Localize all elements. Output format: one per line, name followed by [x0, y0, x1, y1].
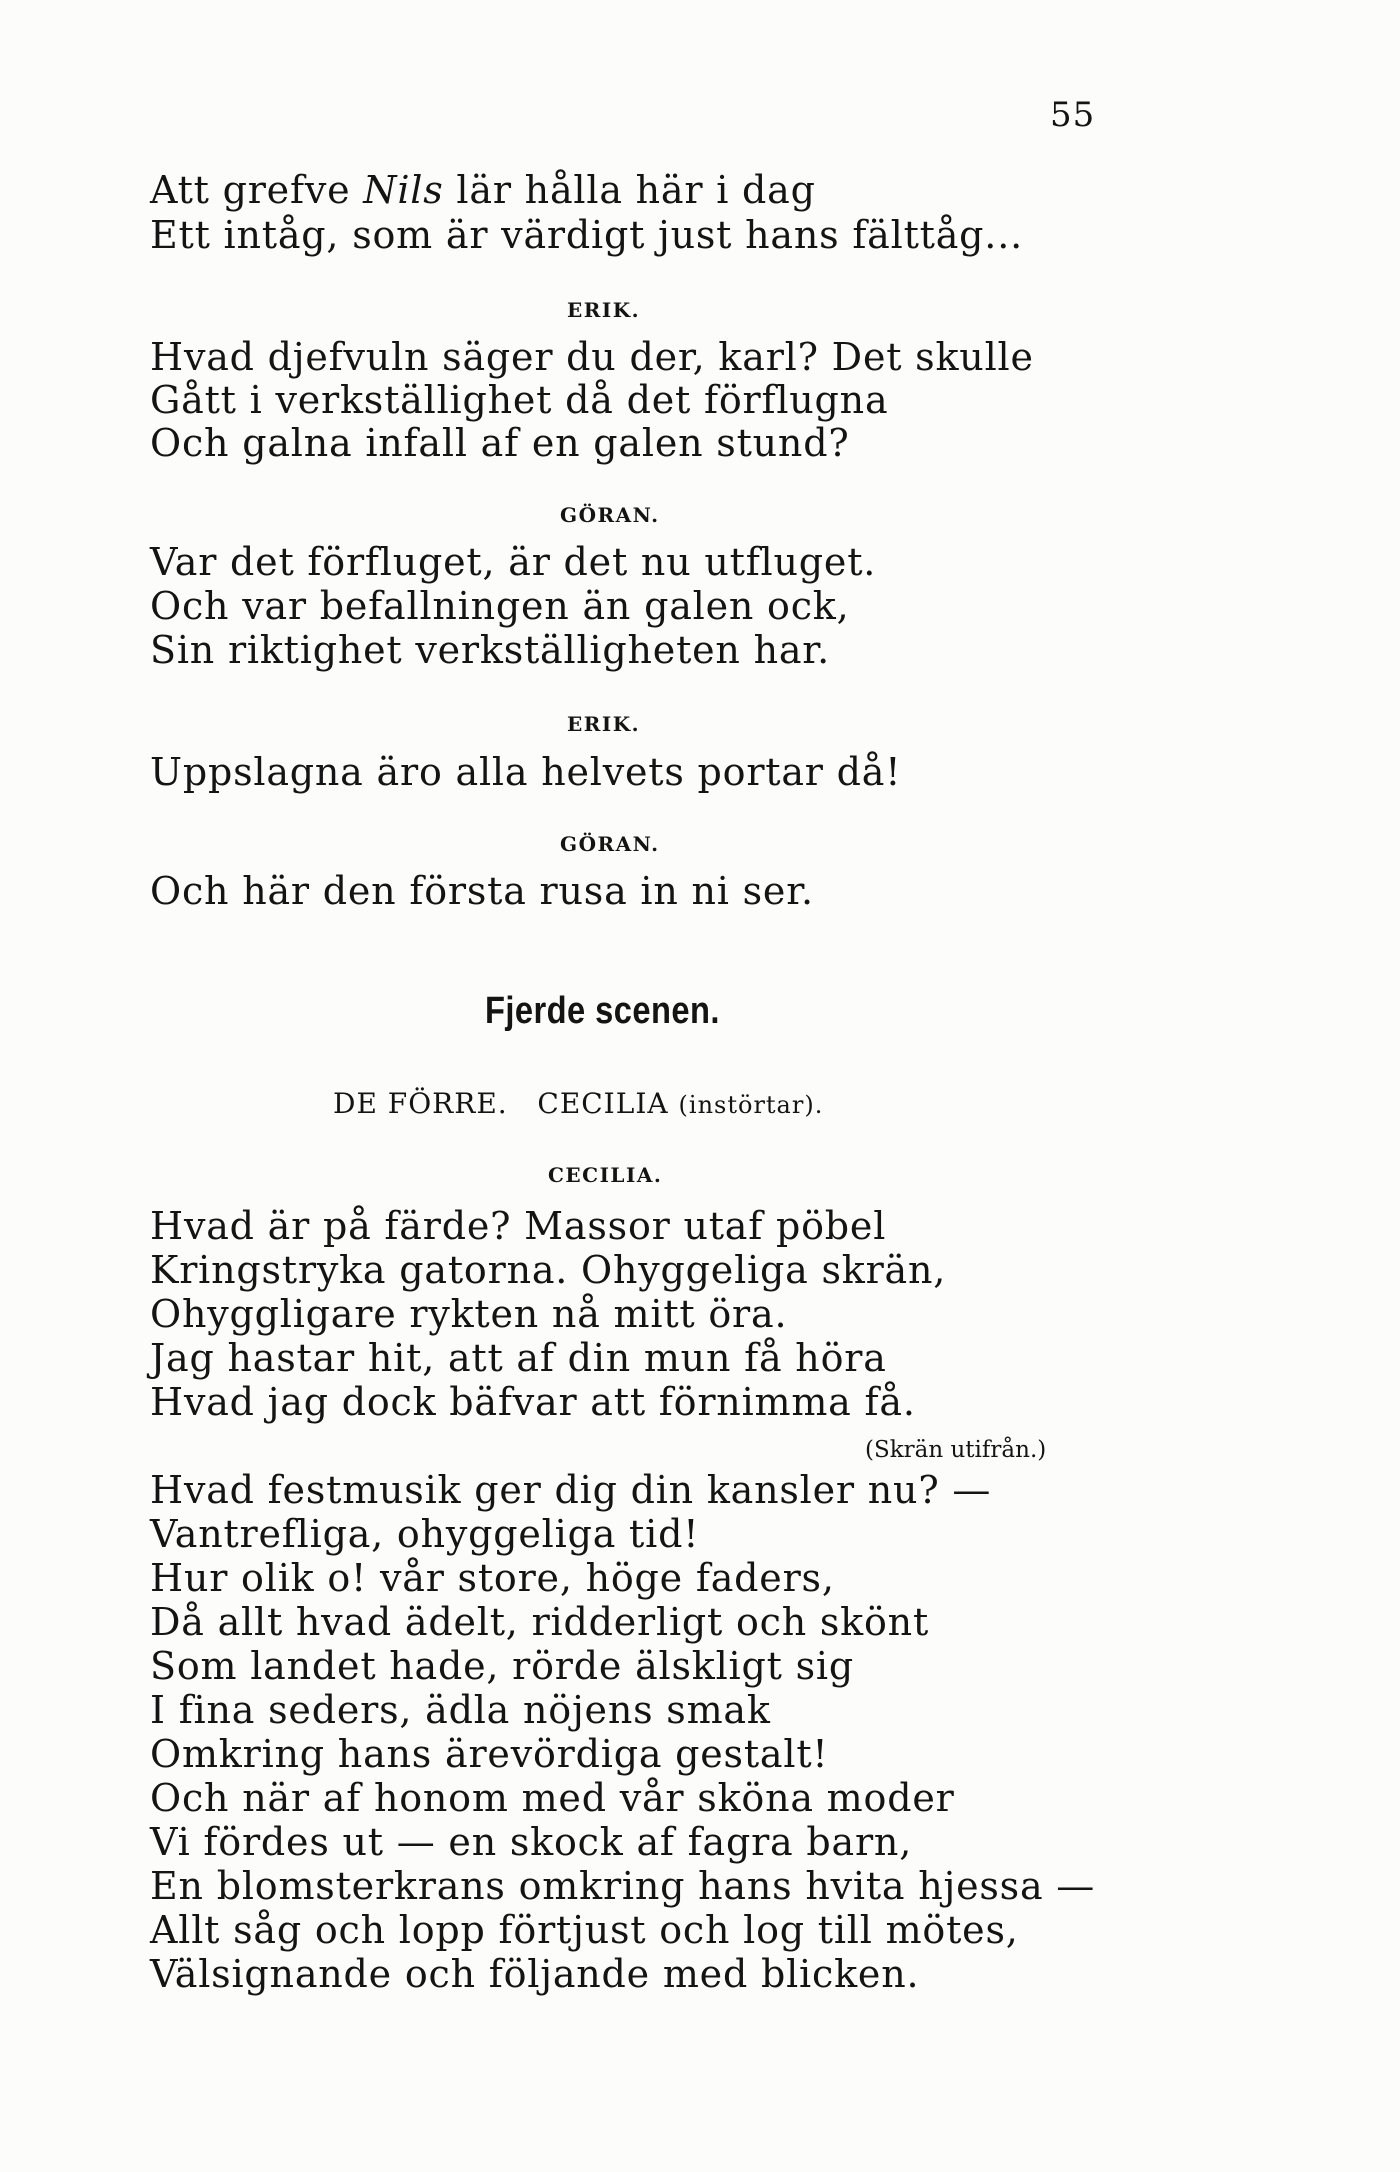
verse-line: Omkring hans ärevördiga gestalt!: [150, 1732, 829, 1776]
speaker-label: GÖRAN.: [560, 832, 660, 856]
verse-line: Jag hastar hit, att af din mun få höra: [150, 1336, 887, 1380]
verse-line: [150, 168, 816, 212]
verse-line: Och här den första rusa in ni ser.: [150, 869, 814, 913]
verse-line: Hvad jag dock bäfvar att förnimma få.: [150, 1380, 916, 1424]
verse-line: Och var befallningen än galen ock,: [150, 584, 850, 628]
verse-line: Hvad festmusik ger dig din kansler nu? —: [150, 1468, 992, 1512]
verse-line: Hvad är på färde? Massor utaf pöbel: [150, 1204, 887, 1248]
verse-line: Var det förfluget, är det nu utfluget.: [150, 540, 877, 584]
verse-line: Sin riktighet verkställigheten har.: [150, 628, 830, 672]
persons-label: DE FÖRRE.: [333, 1087, 508, 1120]
cecilia-label: CECILIA: [537, 1087, 669, 1120]
verse-line: Välsignande och följande med blicken.: [150, 1952, 920, 1996]
stage-direction: [333, 1087, 823, 1120]
verse-line: I fina seders, ädla nöjens smak: [150, 1688, 771, 1732]
speaker-label: ERIK.: [567, 712, 641, 736]
italic-name: Nils: [363, 168, 444, 212]
verse-line: Kringstryka gatorna. Ohyggeliga skrän,: [150, 1248, 947, 1292]
speaker-label: ERIK.: [567, 298, 641, 322]
verse-line: Allt såg och lopp förtjust och log till mötes,: [150, 1908, 1019, 1952]
stage-direction-offstage: (Skrän utifrån.): [865, 1437, 1047, 1463]
verse-line: Och galna infall af en galen stund?: [150, 421, 850, 465]
verse-line: Ohyggligare rykten nå mitt öra.: [150, 1292, 788, 1336]
verse-line: Gått i verkställighet då det förflugna: [150, 378, 889, 422]
page-number: 55: [1050, 95, 1096, 135]
verse-line: Då allt hvad ädelt, ridderligt och skönt: [150, 1600, 930, 1644]
scene-title: Fjerde scenen.: [485, 990, 720, 1032]
speaker-label: GÖRAN.: [560, 503, 660, 527]
verse-text: lär hålla här i dag: [443, 168, 816, 212]
speaker-label: CECILIA.: [548, 1163, 663, 1187]
verse-line: Som landet hade, rörde älskligt sig: [150, 1644, 854, 1688]
verse-line: Uppslagna äro alla helvets portar då!: [150, 750, 902, 794]
verse-line: Ett intåg, som är värdigt just hans fälttåg...: [150, 213, 1023, 257]
verse-line: Vi fördes ut — en skock af fagra barn,: [150, 1820, 913, 1864]
verse-line: Hur olik o! vår store, höge faders,: [150, 1556, 835, 1600]
verse-line: Hvad djefvuln säger du der, karl? Det skulle: [150, 335, 1034, 379]
verse-line: Och när af honom med vår sköna moder: [150, 1776, 955, 1820]
verse-text: Att grefve: [150, 168, 364, 212]
verse-line: En blomsterkrans omkring hans hvita hjessa —: [150, 1864, 1096, 1908]
verse-line: Vantrefliga, ohyggeliga tid!: [150, 1512, 700, 1556]
action-label: (instörtar).: [678, 1091, 824, 1119]
